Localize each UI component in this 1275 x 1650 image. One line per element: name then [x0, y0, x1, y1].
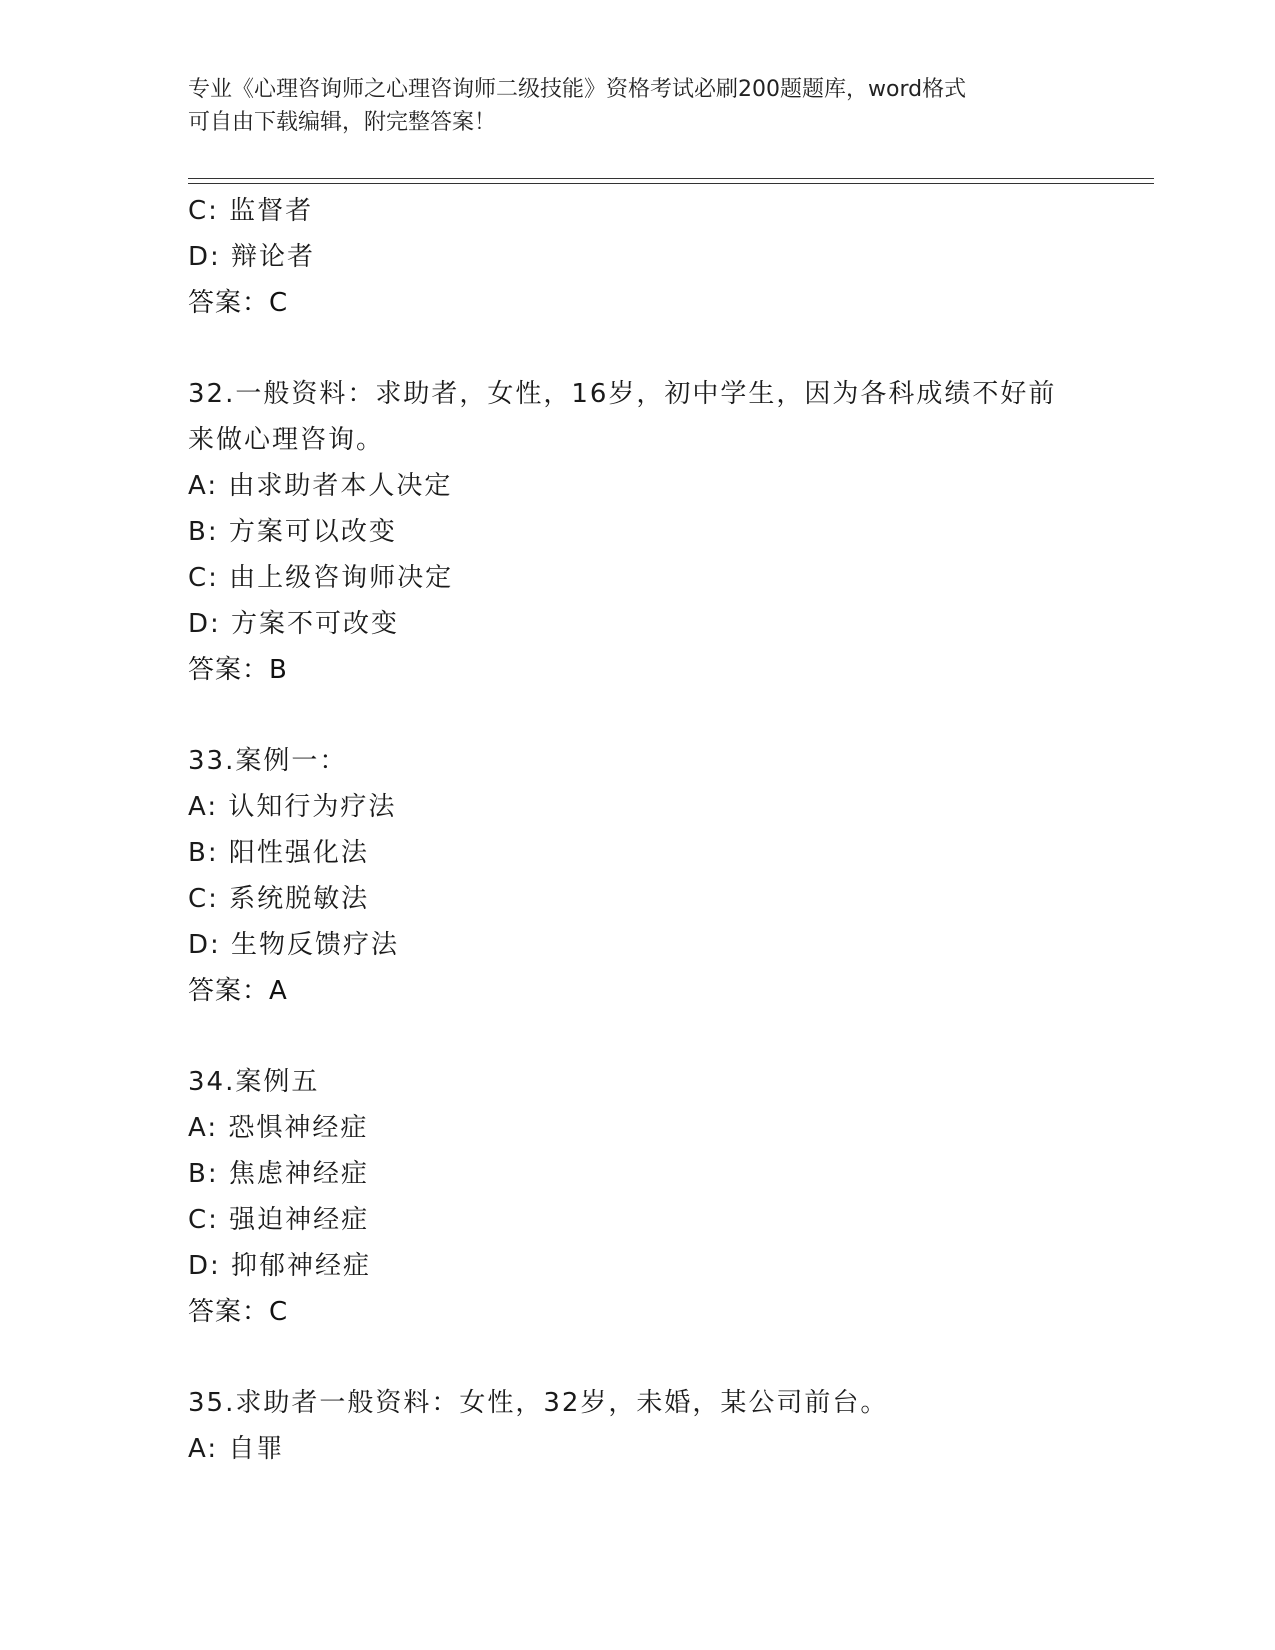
option-c: C: 由上级咨询师决定 [188, 563, 454, 593]
question-stem: 32.一般资料：求助者，女性，16岁，初中学生，因为各科成绩不好前 [188, 379, 1057, 409]
header-line-2: 可自由下载编辑，附完整答案！ [188, 110, 497, 135]
header-rule-top [188, 178, 1154, 179]
question-stem: 35.求助者一般资料：女性，32岁，未婚，某公司前台。 [188, 1388, 889, 1418]
question-body [188, 188, 1128, 1472]
header-rule-bottom [188, 183, 1154, 184]
question-35 [188, 1380, 1128, 1472]
answer-line: 答案：C [188, 288, 289, 318]
option-c: C: 监督者 [188, 196, 314, 226]
question-stem: 来做心理咨询。 [188, 425, 385, 455]
option-d: D: 生物反馈疗法 [188, 930, 400, 960]
question-stem: 34.案例五 [188, 1067, 320, 1097]
answer-line: 答案：A [188, 976, 288, 1006]
option-d: D: 辩论者 [188, 242, 316, 272]
header-line-1: 专业《心理咨询师之心理咨询师二级技能》资格考试必刷200题题库，word格式 [188, 77, 967, 102]
document-header [188, 73, 1088, 139]
question-34 [188, 1059, 1128, 1335]
option-b: B: 方案可以改变 [188, 517, 397, 547]
option-b: B: 阳性强化法 [188, 838, 369, 868]
option-c: C: 系统脱敏法 [188, 884, 370, 914]
option-d: D: 抑郁神经症 [188, 1251, 372, 1281]
question-stem: 33.案例一： [188, 746, 348, 776]
option-a: A: 认知行为疗法 [188, 792, 397, 822]
prev-question [188, 188, 1128, 326]
option-c: C: 强迫神经症 [188, 1205, 370, 1235]
question-32 [188, 371, 1128, 693]
option-a: A: 恐惧神经症 [188, 1113, 369, 1143]
answer-line: 答案：B [188, 655, 288, 685]
answer-line: 答案：C [188, 1297, 289, 1327]
option-a: A: 由求助者本人决定 [188, 471, 453, 501]
option-d: D: 方案不可改变 [188, 609, 400, 639]
option-b: B: 焦虑神经症 [188, 1159, 369, 1189]
option-a: A: 自罪 [188, 1434, 285, 1464]
question-33 [188, 738, 1128, 1014]
